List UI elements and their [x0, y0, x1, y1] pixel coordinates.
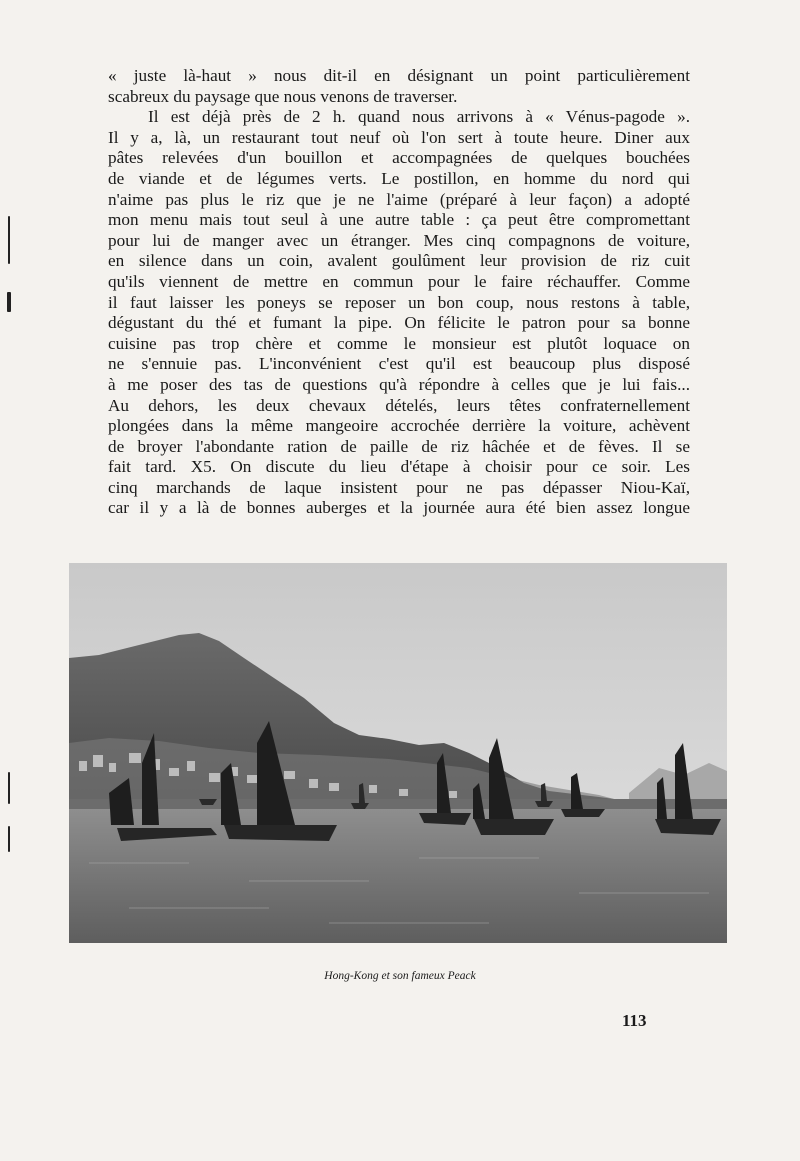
body-text — [108, 66, 690, 519]
margin-mark — [8, 216, 10, 264]
text-line: ne s'ennuie pas. L'inconvénient c'est qu'il est beaucoup plus disposé — [108, 354, 690, 374]
text-line: plongées dans la même mangeoire accrochée derrière la voiture, achèvent — [108, 416, 690, 436]
text-line: fait tard. X5. On discute du lieu d'étape à choisir pour ce soir. Les — [108, 457, 690, 477]
text-line: de broyer l'abondante ration de paille de riz hâchée et de fèves. Il se — [108, 436, 690, 456]
text-line: cuisine pas trop chère et comme le monsieur est plutôt loquace on — [108, 333, 690, 353]
margin-mark — [8, 826, 10, 852]
text-line: à me poser des tas de questions qu'à répondre à celles que je lui fais... — [108, 374, 690, 394]
text-line: pâtes relevées d'un bouillon et accompagnées de quelques bouchées — [108, 148, 690, 168]
text-line: scabreux du paysage que nous venons de traverser. — [108, 86, 458, 106]
page-number: 113 — [622, 1011, 647, 1030]
text-line: en silence dans un coin, avalent goulûment leur provision de riz cuit — [108, 251, 690, 271]
margin-mark — [8, 772, 10, 804]
text-line: Il y a, là, un restaurant tout neuf où l'on sert à toute heure. Diner aux — [108, 127, 690, 147]
text-line: pour lui de manger avec un étranger. Mes cinq compagnons de voiture, — [108, 230, 690, 250]
text-line: de viande et de légumes verts. Le postillon, en homme du nord qui — [108, 168, 690, 188]
text-line: qu'ils viennent de mettre en commun pour le faire réchauffer. Comme — [108, 271, 690, 291]
text-line: mon menu mais tout seul à une autre table : ça peut être compromettant — [108, 210, 690, 230]
photo-caption: Hong-Kong et son fameux Peack — [324, 970, 476, 982]
text-line: Au dehors, les deux chevaux dételés, leurs têtes confraternellement — [108, 395, 690, 415]
text-line: il faut laisser les poneys se reposer un bon coup, nous restons à table, — [108, 292, 690, 312]
text-line: dégustant du thé et fumant la pipe. On félicite le patron pour sa bonne — [108, 313, 690, 333]
text-line: n'aime pas plus le riz que je ne l'aime (préparé à leur façon) a adopté — [108, 189, 690, 209]
text-line: Il est déjà près de 2 h. quand nous arrivons à « Vénus-pagode ». — [148, 107, 690, 127]
text-line: car il y a là de bonnes auberges et la journée aura été bien assez longue — [108, 498, 690, 518]
margin-mark — [7, 292, 11, 312]
harbor-photo — [69, 563, 727, 943]
text-line: cinq marchands de laque insistent pour ne pas dépasser Niou-Kaï, — [108, 477, 690, 497]
text-line: « juste là-haut » nous dit-il en désignant un point particulièrement — [108, 66, 690, 85]
harbor-photo-illustration — [69, 563, 727, 943]
